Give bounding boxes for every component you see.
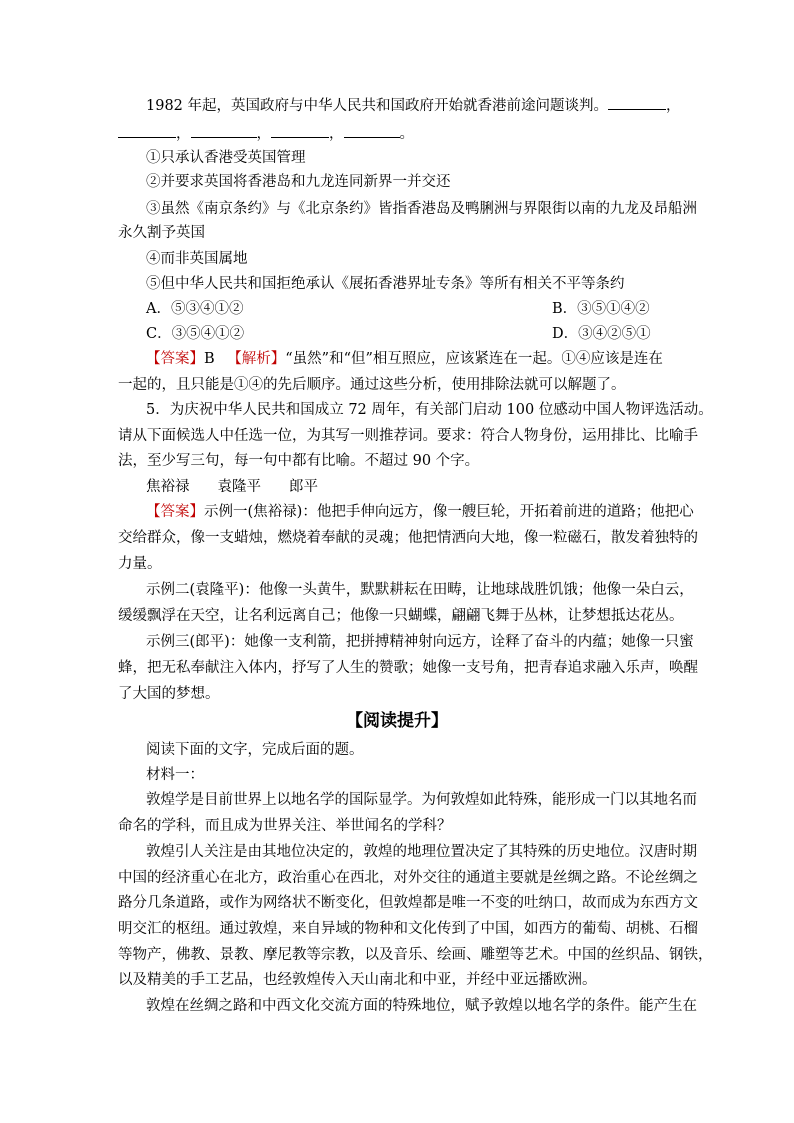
q5-line-1: 5．为庆祝中华人民共和国成立 72 周年，有关部门启动 100 位感动中国人物评选活动。 xyxy=(146,402,713,418)
q4-answer-line xyxy=(146,349,678,369)
q5-answer-line xyxy=(146,502,694,522)
q4-analysis-cont: 一起的，且只能是①④的先后顺序。通过这些分析，使用排除法就可以解题了。 xyxy=(118,377,626,393)
example-2: 示例二(袁隆平)：他像一头黄牛，默默耕耘在田畴，让地球战胜饥饿；他像一朵白云， xyxy=(146,582,694,598)
q4-item-1: ①只承认香港受英国管理 xyxy=(146,150,306,166)
answer-label: 【答案】 xyxy=(146,351,204,367)
candidate-3: 郎平 xyxy=(289,479,318,495)
analysis-text: “虽然”和“但”相互照应，应该紧连在一起。①④应该是连在 xyxy=(285,351,663,367)
paragraph-2-line-2: 中国的经济重心在北方，政治重心在西北，对外交往的通道主要就是丝绸之路。不论丝绸之 xyxy=(118,870,698,886)
paragraph-2-line-4: 明交汇的枢纽。通过敦煌，来自异域的物种和文化传到了中国，如西方的葡萄、胡桃、石榴 xyxy=(118,921,698,937)
q4-item-3-cont: 永久割予英国 xyxy=(118,225,205,241)
example-3-end: 了大国的梦想。 xyxy=(118,686,220,702)
material-label: 材料一： xyxy=(146,767,204,783)
q4-item-2: ②并要求英国将香港岛和九龙连同新界一并交还 xyxy=(146,174,451,190)
example-1-text: 示例一(焦裕禄)：他把手伸向远方，像一艘巨轮，开拓着前进的道路；他把心 xyxy=(204,504,694,520)
reading-instruction: 阅读下面的文字，完成后面的题。 xyxy=(146,742,364,758)
q4-intro: 1982 年起，英国政府与中华人民共和国政府开始就香港前途问题谈判。 xyxy=(146,98,609,114)
option-c: C．③⑤④①② xyxy=(146,326,245,342)
answer-blank-3 xyxy=(191,124,257,138)
q5-line-2: 请从下面候选人中任选一位，为其写一则推荐词。要求：符合人物身份，运用排比、比喻手 xyxy=(118,428,698,444)
q4-options-row-1 xyxy=(146,299,678,319)
candidate-2: 袁隆平 xyxy=(217,479,261,495)
paragraph-3: 敦煌在丝绸之路和中西文化交流方面的特殊地位，赋予敦煌以地名学的条件。能产生在 xyxy=(146,998,697,1014)
answer-blank-4 xyxy=(271,124,329,138)
q4-intro-line: 1982 年起，英国政府与中华人民共和国政府开始就香港前途问题谈判。 ， xyxy=(146,98,681,114)
answer-value: B xyxy=(204,351,215,367)
example-3-cont: 蜂，把无私奉献注入体内，抒写了人生的赞歌；她像一支号角，把青春追求融入乐声，唤醒 xyxy=(118,660,698,676)
q4-item-4: ④而非英国属地 xyxy=(146,251,248,267)
candidate-1: 焦裕禄 xyxy=(146,479,190,495)
q4-options-row-2 xyxy=(146,324,678,344)
answer-label: 【答案】 xyxy=(146,504,204,520)
example-2-cont: 缓缓飘浮在天空，让名利远离自己；他像一只蝴蝶，翩翩飞舞于丛林，让梦想抵达花丛。 xyxy=(118,608,684,624)
q5-candidates xyxy=(146,477,678,497)
answer-blank-1 xyxy=(608,96,666,110)
q4-item-5: ⑤但中华人民共和国拒绝承认《展拓香港界址专条》等所有相关不平等条约 xyxy=(146,276,625,292)
paragraph-2-line-6: 以及精美的手工艺品，也经敦煌传入天山南北和中亚，并经中亚远播欧洲。 xyxy=(118,972,597,988)
answer-blank-2 xyxy=(118,124,176,138)
example-1-end: 力量。 xyxy=(118,556,162,572)
option-b: B．③⑤①④② xyxy=(552,301,650,317)
answer-blank-5 xyxy=(344,124,400,138)
section-heading: 【阅读提升】 xyxy=(346,711,448,731)
paragraph-1-cont: 命名的学科，而且成为世界关注、举世闻名的学科？ xyxy=(118,818,452,834)
example-3: 示例三(郎平)：她像一支利箭，把拼搏精神射向远方，诠释了奋斗的内蕴；她像一只蜜 xyxy=(146,634,694,650)
q4-blanks-line: ， ， ， 。 xyxy=(118,124,678,144)
paragraph-2: 敦煌引人关注是由其地位决定的，敦煌的地理位置决定了其特殊的历史地位。汉唐时期 xyxy=(146,844,697,860)
analysis-label: 【解析】 xyxy=(227,351,286,367)
q4-item-3: ③虽然《南京条约》与《北京条约》皆指香港岛及鸭脷洲与界限街以南的九龙及昂船洲 xyxy=(146,201,697,217)
paragraph-2-line-3: 路分几条道路，或作为网络状不断变化，但敦煌都是唯一不变的吐纳口，故而成为东西方文 xyxy=(118,895,698,911)
option-a: A．⑤③④①② xyxy=(146,301,244,317)
q5-line-3: 法，至少写三句，每一句中都有比喻。不超过 90 个字。 xyxy=(118,453,480,469)
paragraph-1: 敦煌学是目前世界上以地名学的国际显学。为何敦煌如此特殊，能形成一门以其地名而 xyxy=(146,792,697,808)
paragraph-2-line-5: 等物产，佛教、景教、摩尼教等宗教，以及音乐、绘画、雕塑等艺术。中国的丝织品、钢铁， xyxy=(118,947,713,963)
option-d: D．③④②⑤① xyxy=(552,326,651,342)
example-1-cont: 交给群众，像一支蜡烛，燃烧着奉献的灵魂；他把情洒向大地，像一粒磁石，散发着独特的 xyxy=(118,530,698,546)
